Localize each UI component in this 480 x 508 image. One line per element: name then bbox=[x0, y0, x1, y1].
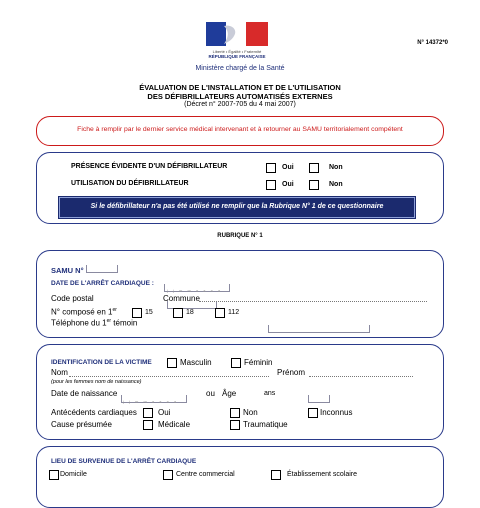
cardiac-history-label: Antécédents cardiaques bbox=[51, 408, 137, 417]
place-mall-checkbox[interactable] bbox=[163, 470, 173, 480]
witness-phone-field[interactable] bbox=[268, 325, 370, 333]
age-field[interactable] bbox=[308, 395, 330, 403]
history-yes-label: Oui bbox=[158, 408, 171, 417]
victim-section-label: IDENTIFICATION DE LA VICTIME bbox=[51, 359, 152, 366]
usage-yes-checkbox[interactable] bbox=[266, 180, 276, 190]
presence-no-checkbox[interactable] bbox=[309, 163, 319, 173]
cause-medical-label: Médicale bbox=[158, 420, 191, 429]
maiden-name-note: (pour les femmes nom de naissance) bbox=[51, 379, 142, 385]
male-label: Masculin bbox=[180, 358, 212, 367]
age-label: Âge bbox=[222, 389, 237, 398]
presence-box bbox=[36, 152, 444, 224]
composed-18-label: 18 bbox=[186, 309, 194, 316]
place-home-label: Domicile bbox=[60, 471, 87, 478]
composed-112-label: 112 bbox=[228, 309, 240, 316]
birth-date-hint: j j m m a a a a bbox=[123, 399, 179, 404]
composed-number-label: N° composé en 1er bbox=[51, 307, 117, 317]
history-unknown-checkbox[interactable] bbox=[308, 408, 318, 418]
samu-number-field[interactable] bbox=[86, 265, 118, 273]
years-label: ans bbox=[264, 390, 276, 397]
rubrique-heading: RUBRIQUE N° 1 bbox=[217, 233, 263, 239]
composed-15-label: 15 bbox=[145, 309, 153, 316]
birth-date-label: Date de naissance bbox=[51, 389, 118, 398]
instruction-banner bbox=[59, 197, 415, 218]
logo-motto: Liberté • Égalité • Fraternité bbox=[212, 49, 262, 54]
usage-no-label: Non bbox=[329, 181, 343, 188]
postal-code-label: Code postal bbox=[51, 294, 94, 303]
usage-label: UTILISATION DU DÉFIBRILLATEUR bbox=[71, 180, 189, 187]
samu-label: SAMU N° bbox=[51, 265, 118, 275]
composed-18-checkbox[interactable] bbox=[173, 308, 183, 318]
form-number: N° 14372*0 bbox=[417, 40, 448, 46]
first-name-field[interactable] bbox=[309, 376, 413, 377]
presence-label: PRÉSENCE ÉVIDENTE D'UN DÉFIBRILLATEUR bbox=[71, 163, 228, 170]
notice-box bbox=[36, 116, 444, 146]
first-name-label: Prénom bbox=[277, 368, 306, 377]
history-unknown-label: Inconnus bbox=[320, 408, 353, 417]
female-label: Féminin bbox=[244, 358, 273, 367]
logo-republic: RÉPUBLIQUE FRANÇAISE bbox=[208, 54, 266, 59]
composed-112-checkbox[interactable] bbox=[215, 308, 225, 318]
history-yes-checkbox[interactable] bbox=[143, 408, 153, 418]
place-section-label: LIEU DE SURVENUE DE L'ARRÊT CARDIAQUE bbox=[51, 458, 197, 465]
form-title-line2: DES DÉFIBRILLATEURS AUTOMATISÉS EXTERNES bbox=[147, 92, 333, 101]
or-label: ou bbox=[206, 389, 215, 398]
presence-no-label: Non bbox=[329, 164, 343, 171]
witness-phone-label: Téléphone du 1er témoin bbox=[51, 318, 138, 328]
male-checkbox[interactable] bbox=[167, 358, 177, 368]
ministry-name: Ministère chargé de la Santé bbox=[195, 65, 285, 72]
marianne-flag-icon bbox=[206, 22, 268, 46]
instruction-banner-text: Si le défibrillateur n'a pas été utilisé ne remplir que la Rubrique N° 1 de ce questionnaire bbox=[90, 203, 384, 210]
female-checkbox[interactable] bbox=[231, 358, 241, 368]
cause-trauma-label: Traumatique bbox=[243, 420, 288, 429]
date-label: DATE DE L'ARRÊT CARDIAQUE : bbox=[51, 280, 154, 287]
place-school-label: Établissement scolaire bbox=[287, 471, 358, 478]
last-name-field[interactable] bbox=[69, 376, 269, 377]
commune-field[interactable] bbox=[199, 301, 427, 302]
republique-logo bbox=[206, 22, 268, 62]
history-no-checkbox[interactable] bbox=[230, 408, 240, 418]
presence-yes-label: Oui bbox=[282, 164, 294, 171]
samu-box bbox=[36, 250, 444, 338]
presence-yes-checkbox[interactable] bbox=[266, 163, 276, 173]
cause-trauma-checkbox[interactable] bbox=[230, 420, 240, 430]
composed-15-checkbox[interactable] bbox=[132, 308, 142, 318]
usage-yes-label: Oui bbox=[282, 181, 294, 188]
place-school-checkbox[interactable] bbox=[271, 470, 281, 480]
place-mall-label: Centre commercial bbox=[176, 471, 235, 478]
place-home-checkbox[interactable] bbox=[49, 470, 59, 480]
last-name-label: Nom bbox=[51, 368, 68, 377]
decree-reference: (Décret n° 2007-705 du 4 mai 2007) bbox=[184, 101, 296, 108]
notice-text: Fiche à remplir par le dernier service médical intervenant et à retourner au SAMU territorialement compétent bbox=[77, 126, 403, 133]
victim-box bbox=[36, 344, 444, 440]
form-title-line1: ÉVALUATION DE L'INSTALLATION ET DE L'UTILISATION bbox=[139, 83, 341, 92]
history-no-label: Non bbox=[243, 408, 258, 417]
arrest-date-hint: j j m m a a a a bbox=[167, 288, 223, 293]
cause-medical-checkbox[interactable] bbox=[143, 420, 153, 430]
commune-label: Commune bbox=[163, 294, 200, 303]
presumed-cause-label: Cause présumée bbox=[51, 420, 112, 429]
usage-no-checkbox[interactable] bbox=[309, 180, 319, 190]
place-box bbox=[36, 446, 444, 508]
